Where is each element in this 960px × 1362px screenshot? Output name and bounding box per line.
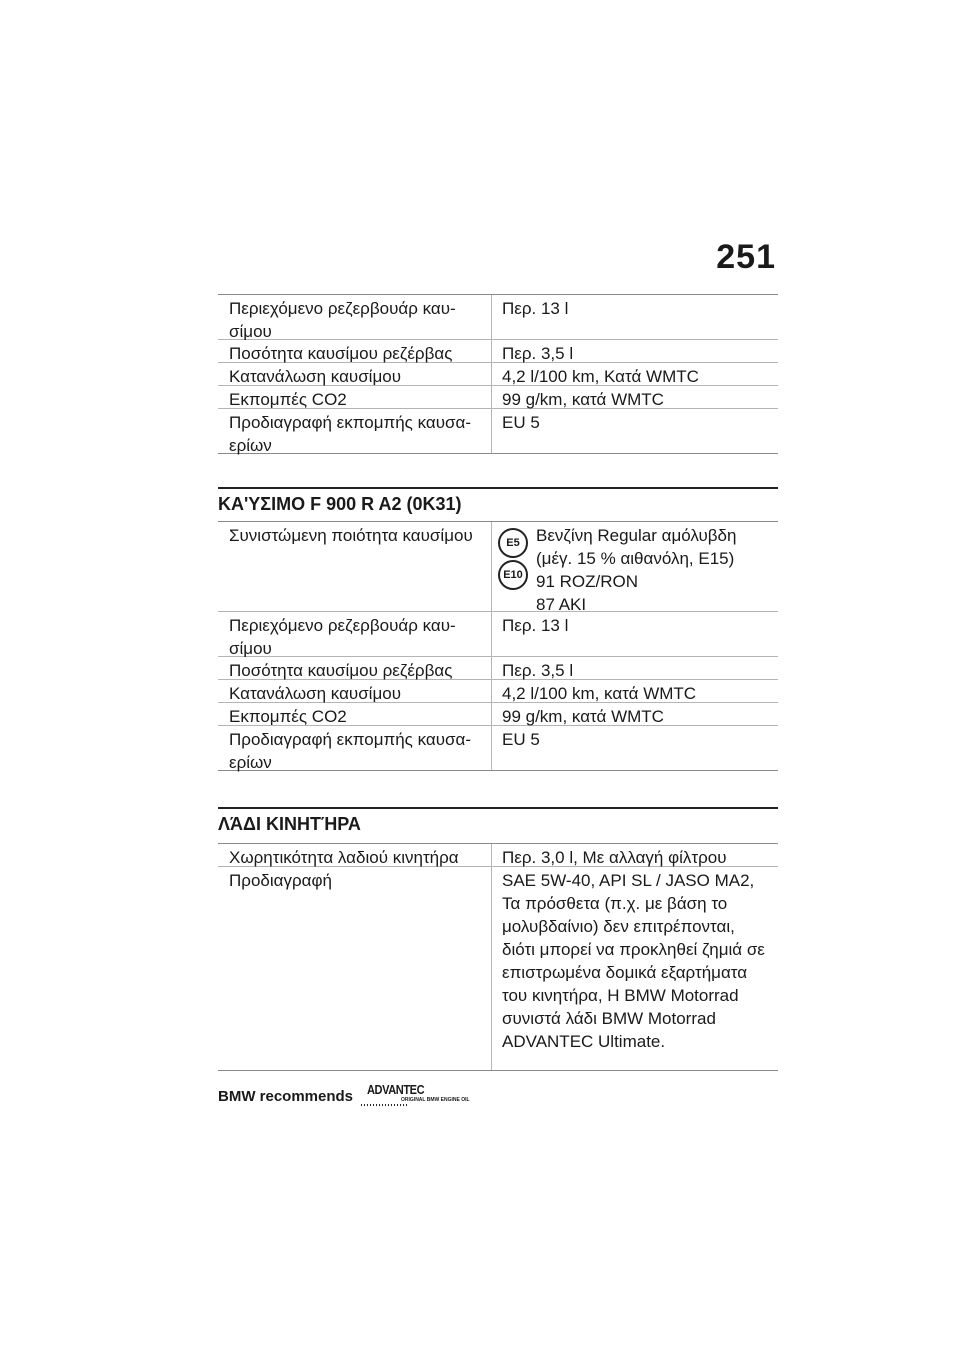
table-row	[218, 295, 778, 340]
section-heading-fuel: ΚΑ'ΥΣΙΜΟ F 900 R A2 (0K31)	[218, 487, 778, 515]
logo-subtext: ORIGINAL BMW ENGINE OIL	[401, 1097, 470, 1103]
row-value: EU 5	[502, 413, 540, 432]
table-row	[218, 612, 778, 657]
e5-fuel-icon: E5	[498, 528, 528, 558]
engine-oil-table	[218, 843, 778, 1071]
fuel-line: Βενζίνη Regular αμόλυβδη	[536, 526, 737, 545]
bmw-recommends	[218, 1082, 470, 1108]
row-label: Ποσότητα καυσίμου ρεζέρβας	[218, 657, 492, 679]
row-value: 4,2 l/100 km, Κατά WMTC	[502, 367, 699, 386]
row-value: Περ. 3,0 l, Με αλλαγή φίλτρου	[502, 848, 727, 867]
row-label: Προδιαγραφή	[218, 867, 492, 1070]
logo-bar	[361, 1104, 409, 1106]
row-label: Προδιαγραφή εκπομπής καυσα-ερίων	[218, 409, 492, 453]
row-label: Εκπομπές CO2	[218, 703, 492, 725]
page-number: 251	[716, 238, 776, 276]
row-value: Περ. 3,5 l	[502, 344, 574, 363]
e10-fuel-icon: E10	[498, 560, 528, 590]
row-label: Χωρητικότητα λαδιού κινητήρα	[218, 844, 492, 866]
table-row	[218, 657, 778, 680]
table-row	[218, 522, 778, 612]
table-row	[218, 726, 778, 771]
fuel-line: 87 AKI	[536, 595, 587, 614]
row-label: Ποσότητα καυσίμου ρεζέρβας	[218, 340, 492, 362]
logo-text: ADVANTEC	[367, 1082, 425, 1097]
table-row	[218, 386, 778, 409]
table-row	[218, 867, 778, 1071]
row-value: 4,2 l/100 km, κατά WMTC	[502, 684, 697, 703]
table-row	[218, 409, 778, 454]
fuel-line: 91 ROZ/RON	[536, 572, 639, 591]
section-heading-engine-oil: ΛΆΔΙ ΚΙΝΗΤΉΡΑ	[218, 807, 778, 835]
table-row	[218, 340, 778, 363]
row-label: Προδιαγραφή εκπομπής καυσα-ερίων	[218, 726, 492, 770]
table-row	[218, 363, 778, 386]
row-label: Κατανάλωση καυσίμου	[218, 680, 492, 702]
row-label: Περιεχόμενο ρεζερβουάρ καυ-σίμου	[218, 295, 492, 339]
table-row	[218, 680, 778, 703]
advantec-logo	[361, 1082, 470, 1108]
recommends-text: BMW recommends	[218, 1088, 354, 1105]
row-value: 99 g/km, κατά WMTC	[502, 390, 664, 409]
table-row	[218, 703, 778, 726]
row-label: Συνιστώμενη ποιότητα καυσίμου	[218, 522, 492, 611]
row-value: Περ. 13 l	[502, 299, 569, 318]
row-value: EU 5	[502, 730, 540, 749]
fuel-spec-table-1	[218, 294, 778, 454]
row-label: Εκπομπές CO2	[218, 386, 492, 408]
row-value: Περ. 13 l	[502, 616, 569, 635]
row-label: Κατανάλωση καυσίμου	[218, 363, 492, 385]
row-label: Περιεχόμενο ρεζερβουάρ καυ-σίμου	[218, 612, 492, 656]
row-value: 99 g/km, κατά WMTC	[502, 707, 664, 726]
row-value: Περ. 3,5 l	[502, 661, 574, 680]
fuel-line: (μέγ. 15 % αιθανόλη, E15)	[536, 549, 735, 568]
table-row	[218, 844, 778, 867]
fuel-spec-table-2	[218, 521, 778, 771]
row-value: SAE 5W-40, API SL / JASO MA2, Τα πρόσθετα (π.χ. με βάση το μολυβδαίνιο) δεν επιτρέπονται, διότι μπορεί να προκληθεί ζημιά σε επιστρωμένα δομικά εξαρτήματα του κινητήρα, Η BMW Motorrad συνιστά λάδι BMW Motorrad ADVANTEC Ultimate.	[502, 871, 765, 1051]
